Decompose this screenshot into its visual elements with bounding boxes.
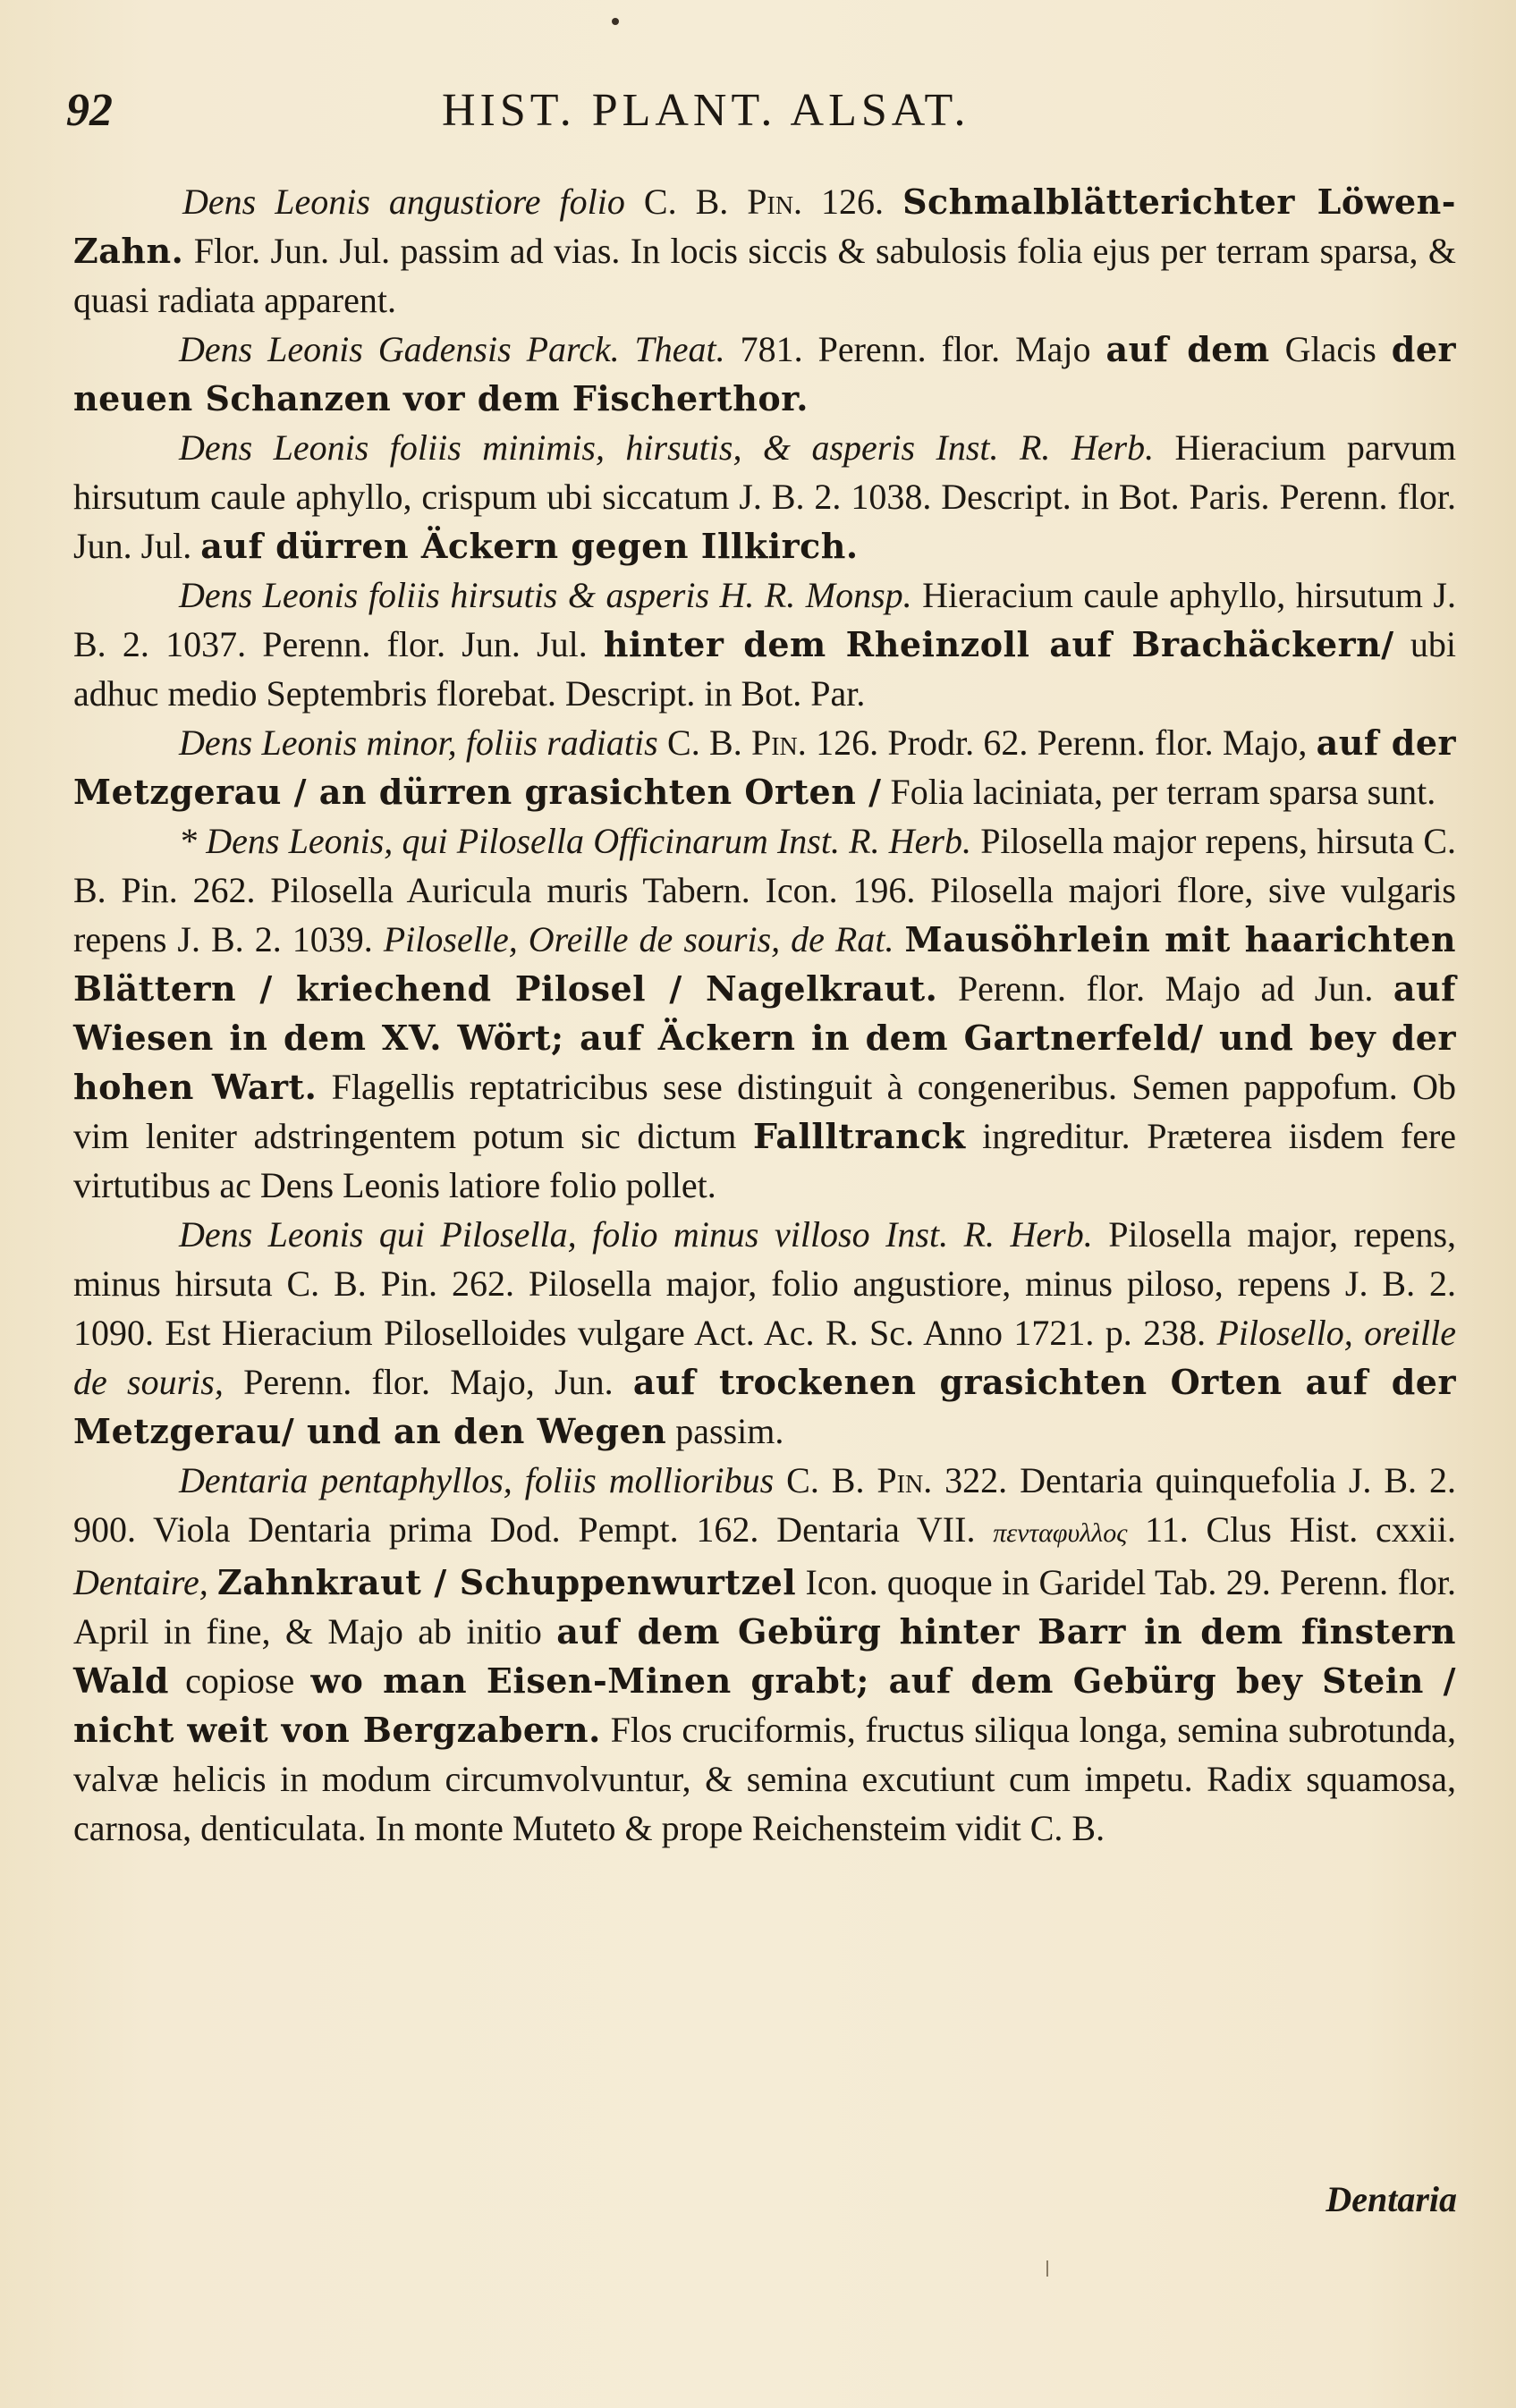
page-number: 92 [66,85,113,136]
vernacular-location: hinter dem Rheinzoll auf Brachäckern/ [603,624,1394,664]
entry-reference: C. B. Pin. 126. [643,182,885,222]
entry-dens-leonis-foliis-minimis [73,423,1456,570]
entry-text: Pilosella major, repens, minus hirsuta C. B. Pin. 262. Pilosella major, folio angustiore, minus piloso, repens J. B. 2. 1090. Est Hieracium Piloselloides vulgare Act. Ac. R. Sc. Anno 1721. p. 238. [73,1214,1457,1353]
french-name: Piloselle, Oreille de souris, de Rat. [383,919,894,959]
entry-reference: C. B. Pin. 322. [786,1460,1008,1500]
entry-title: * Dens Leonis, qui Pilosella Officinarum Inst. R. Herb. [179,821,971,861]
entry-title: Dens Leonis foliis minimis, hirsutis, & asperis Inst. R. Herb. [179,427,1155,468]
running-title: HIST. PLANT. ALSAT. [442,85,970,136]
vernacular-location: auf Wiesen in dem XV. Wört; auf Äckern in dem Gartnerfeld/ und bey der hohen Wart. [73,968,1456,1107]
paper-mark [1046,2260,1048,2277]
entry-pilosella-minus-villoso [73,1210,1456,1456]
entry-reference: 781. [740,329,803,369]
entry-text: Flagellis reptatricibus sese distinguit à congeneribus. Semen pappofum. Ob vim leniter adstringentem potum sic dictum [73,1067,1456,1156]
entry-dentaria-pentaphyllos [73,1456,1456,1853]
entry-title: Dens Leonis foliis hirsutis & asperis H. R. Monsp. [179,575,912,615]
entry-text: Perenn. flor. Majo, Jun. [243,1362,614,1402]
vernacular-location: auf trockenen grasichten Orten auf der Metzgerau/ und an den Wegen [73,1362,1456,1451]
entry-text: Glacis [1284,329,1376,369]
entry-text: Perenn. flor. Majo ad Jun. [957,968,1374,1009]
entry-title: Dens Leonis qui Pilosella, folio minus villoso Inst. R. Herb. [179,1214,1093,1255]
vernacular-name: Schmalblätterichter Löwen-Zahn. [73,182,1457,271]
vernacular-name: Fallltranck [752,1116,966,1156]
vernacular-location: der neuen Schanzen vor dem Fischerthor. [73,329,1457,418]
entry-text: 11. Clus Hist. cxxii. [1145,1509,1456,1550]
french-name: Pilosello, oreille de souris, [73,1313,1457,1402]
greek-name: πενταφυλλος [993,1518,1128,1548]
entry-text: Perenn. flor. Majo [817,329,1091,369]
entry-text: Pilosella major repens, hirsuta C. B. Pin. 262. Pilosella Auricula muris Tabern. Icon. 196. Pilosella majori flore, sive vulgaris repens J. B. 2. 1039. [73,821,1456,959]
entry-pilosella-officinarum [73,816,1456,1210]
entry-dens-leonis-minor [73,718,1456,816]
entry-text: passim. [675,1411,784,1451]
entry-title: Dens Leonis Gadensis Parck. Theat. [179,329,725,369]
entry-dens-leonis-foliis-hirsutis [73,570,1456,718]
catchword: Dentaria [1325,2179,1457,2219]
vernacular-location: auf dem Gebürg hinter Barr in dem finstern Wald [73,1611,1457,1701]
vernacular-location: auf dürren Äckern gegen Illkirch. [200,526,859,566]
vernacular-location: wo man Eisen-Minen grabt; auf dem Gebürg bey Stein / nicht weit von Bergzabern. [73,1660,1457,1750]
vernacular-location: auf der Metzgerau / an dürren grasichten Orten / [73,722,1457,812]
entry-text: Flos cruciformis, fructus siliqua longa, semina subrotunda, valvæ helicis in modum circumvolvuntur, & semina excutiunt cum impetu. Radix squamosa, carnosa, denticulata. In monte Muteto & prope Reichensteim vidit C. B. [73,1710,1457,1848]
french-name: Dentaire, [73,1562,208,1602]
ink-dot [612,18,619,25]
entry-text: ubi adhuc medio Septembris florebat. Descript. in Bot. Par. [73,624,1457,714]
entry-text: Icon. quoque in Garidel Tab. 29. Perenn. flor. April in fine, & Majo ab initio [73,1562,1456,1652]
entry-dens-leonis-gadensis [73,325,1456,423]
entry-text: Dentaria quinquefolia J. B. 2. 900. Viola Dentaria prima Dod. Pempt. 162. Dentaria VII. [73,1460,1456,1550]
entry-reference: C. B. Pin. 126. [667,722,879,763]
entry-title: Dens Leonis minor, foliis radiatis [179,722,658,763]
entry-text: Flor. Jun. Jul. passim ad vias. In locis siccis & sabulosis folia ejus per terram sparsa, & quasi radiata apparent. [73,231,1456,320]
entry-title: Dentaria pentaphyllos, foliis mollioribus [179,1460,775,1500]
entry-title: Dens Leonis angustiore folio [182,182,625,222]
entry-text: ingreditur. Præterea iisdem fere virtutibus ac Dens Leonis latiore folio pollet. [73,1116,1457,1205]
entry-dens-leonis-angustiore [73,177,1456,325]
entry-text: Folia laciniata, per terram sparsa sunt. [890,772,1436,812]
vernacular-name: Mausöhrlein mit haarichten Blättern / kriechend Pilosel / Nagelkraut. [73,919,1457,1009]
page-body [73,177,1456,1853]
vernacular-name: Zahnkraut / Schuppenwurtzel [217,1562,797,1602]
entry-text: Hieracium parvum hirsutum caule aphyllo, crispum ubi siccatum J. B. 2. 1038. Descript. in Bot. Paris. Perenn. flor. Jun. Jul. [73,427,1457,566]
vernacular-location: auf dem [1105,329,1270,369]
entry-text: copiose [185,1660,295,1701]
entry-text: Prodr. 62. Perenn. flor. Majo, [887,722,1308,763]
entry-text: Hieracium caule aphyllo, hirsutum J. B. 2. 1037. Perenn. flor. Jun. Jul. [73,575,1456,664]
